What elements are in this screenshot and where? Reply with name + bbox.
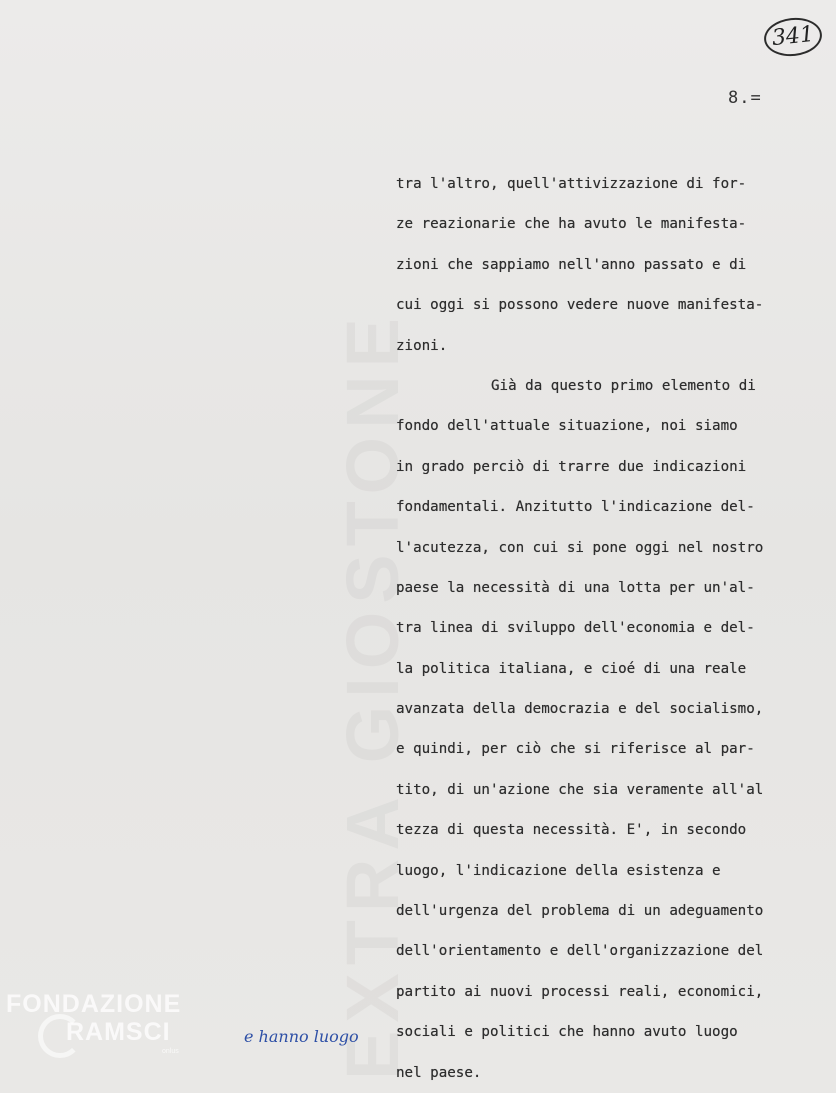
text-line: la politica italiana, e cioé di una reale xyxy=(396,660,747,677)
handwritten-annotation: e hanno luogo xyxy=(244,1027,359,1046)
text-line: tezza di questa necessità. E', in secondo xyxy=(396,822,747,839)
text-line: ze reazionarie che ha avuto le manifesta- xyxy=(396,216,747,233)
text-line: tito, di un'azione che sia veramente all'al xyxy=(396,781,764,798)
logo-line1: FONDAZIONE xyxy=(6,990,182,1018)
text-line: nel paese. xyxy=(396,1064,482,1081)
text-line: tra linea di sviluppo dell'economia e del- xyxy=(396,620,755,637)
logo-line2: RAMSCI xyxy=(66,1018,171,1046)
text-line: zioni che sappiamo nell'anno passato e di xyxy=(396,256,747,273)
logo-small-text: onlus xyxy=(162,1048,179,1055)
fondazione-gramsci-watermark-logo xyxy=(6,990,206,1070)
text-line: sociali e politici che hanno avuto luogo xyxy=(396,1024,738,1041)
folio-number: 341 xyxy=(762,15,824,59)
text-line: e quindi, per ciò che si riferisce al par- xyxy=(396,741,755,758)
text-line: fondamentali. Anzitutto l'indicazione del- xyxy=(396,499,755,516)
typed-text-body xyxy=(396,164,836,1093)
text-line: luogo, l'indicazione della esistenza e xyxy=(396,862,721,879)
text-line: zioni. xyxy=(396,337,448,354)
text-line: in grado perciò di trarre due indicazioni xyxy=(396,458,747,475)
text-line-indented: Già da questo primo elemento di xyxy=(491,377,756,394)
text-line: paese la necessità di una lotta per un'al- xyxy=(396,579,755,596)
page-number: 8.= xyxy=(728,88,762,108)
text-line: cui oggi si possono vedere nuove manifesta- xyxy=(396,297,764,314)
text-line: dell'urgenza del problema di un adeguamento xyxy=(396,903,764,920)
text-line: l'acutezza, con cui si pone oggi nel nostro xyxy=(396,539,764,556)
text-line: fondo dell'attuale situazione, noi siamo xyxy=(396,418,738,435)
text-line: avanzata della democrazia e del socialismo, xyxy=(396,701,764,718)
text-line: tra l'altro, quell'attivizzazione di for- xyxy=(396,176,747,192)
text-line: partito ai nuovi processi reali, economici, xyxy=(396,983,764,1000)
text-line: dell'orientamento e dell'organizzazione del xyxy=(396,943,764,960)
